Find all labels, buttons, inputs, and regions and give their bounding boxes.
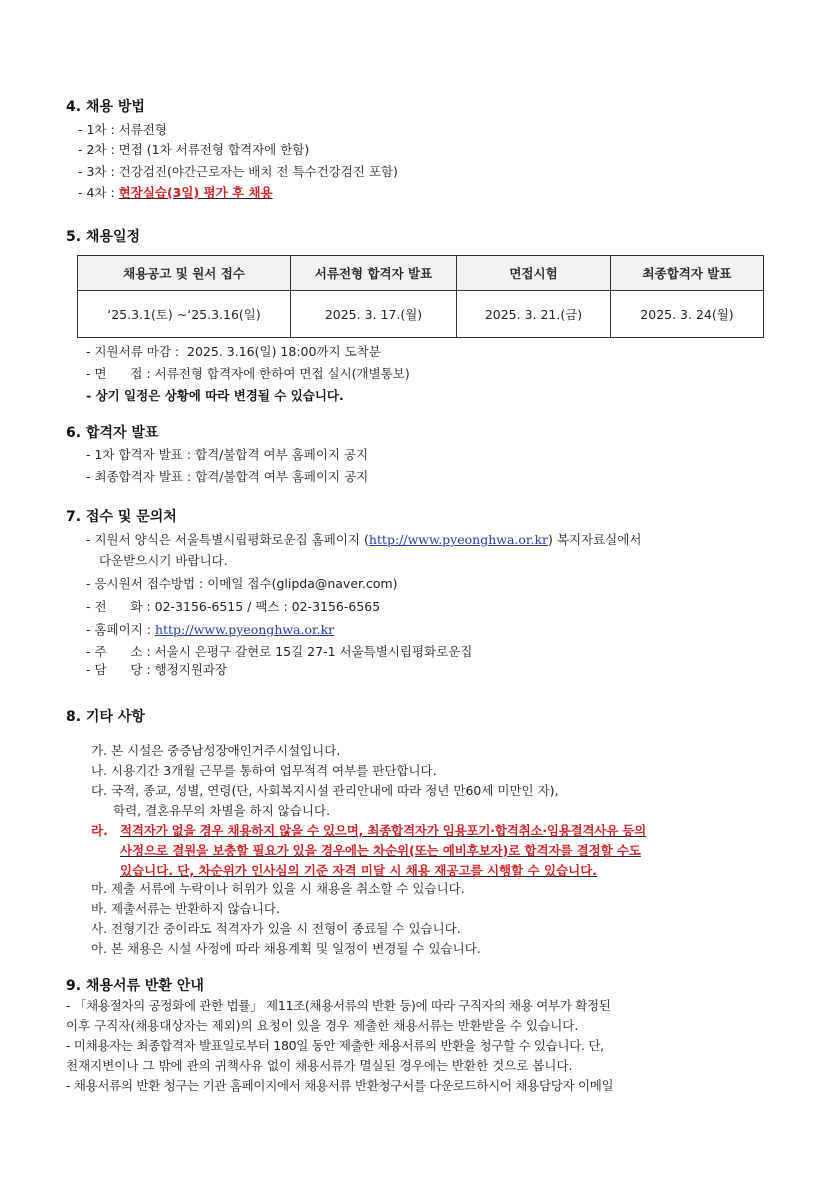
list-item: 가. 본 시설은 중증남성장애인거주시설입니다. — [91, 743, 341, 758]
note: - 지원서류 마감 : 2025. 3.16(일) 18:00까지 도착분 — [86, 344, 381, 359]
list-item: 마. 제출 서류에 누락이나 허위가 있을 시 채용을 취소할 수 있습니다. — [91, 881, 465, 896]
paragraph-line: - 미채용자는 최종합격자 발표일로부터 180일 동안 제출한 채용서류의 반환을 청구할 수 있습니다. 단, — [66, 1038, 604, 1053]
table-cell: 2025. 3. 21.(금) — [457, 291, 611, 338]
homepage-link[interactable]: http://www.pyeonghwa.or.kr — [368, 532, 549, 547]
section-8-title: 8. 기타 사항 — [66, 709, 145, 725]
section-5-title: 5. 채용일정 — [66, 229, 141, 245]
list-item: - 최종합격자 발표 : 합격/불합격 여부 홈페이지 공지 — [86, 469, 369, 484]
emphasis-text: 있습니다. 단, 차순위가 인사심의 기준 자격 미달 시 채용 재공고를 시행할 수 있습니다. — [120, 863, 598, 878]
emphasis-text: 적격자가 없을 경우 채용하지 않을 수 있으며, 최종합격자가 임용포기·합격취소·임용결격사유 등의 — [120, 823, 647, 838]
list-item: - 2차 : 면접 (1차 서류전형 합격자에 한함) — [78, 142, 310, 157]
text: - 지원서 양식은 서울특별시립평화로운집 홈페이지 ( — [86, 532, 369, 547]
section-4-title: 4. 채용 방법 — [66, 99, 145, 115]
emphasis-text: 사정으로 결원을 보충할 필요가 있을 경우에는 차순위(또는 예비후보자)로 합격자를 결정할 수도 — [120, 843, 641, 858]
list-item: 사. 전형기간 중이라도 적격자가 있을 시 전형이 종료될 수 있습니다. — [91, 921, 461, 936]
list-item: 바. 제출서류는 반환하지 않습니다. — [91, 901, 280, 916]
paragraph-line: 천재지변이나 그 밖에 관의 귀책사유 없이 채용서류가 멸실된 경우에는 반환한 것으로 봅니다. — [66, 1058, 573, 1073]
list-item-cont: 다운받으시기 바랍니다. — [99, 553, 228, 568]
paragraph-line: - 「채용절차의 공정화에 관한 법률」 제11조(채용서류의 반환 등)에 따라 구직자의 채용 여부가 확정된 — [66, 998, 611, 1013]
text: - 홈페이지 : — [86, 622, 155, 637]
list-item: - 3차 : 건강검진(야간근로자는 배치 전 특수건강검진 포함) — [78, 164, 398, 179]
section-7-title: 7. 접수 및 문의처 — [66, 509, 177, 525]
list-item — [78, 184, 273, 202]
table-row — [78, 291, 764, 338]
table-header: 서류전형 합격자 발표 — [291, 256, 457, 291]
list-item — [86, 621, 334, 639]
list-item: - 1차 합격자 발표 : 합격/불합격 여부 홈페이지 공지 — [86, 447, 369, 462]
table-cell: ‘25.3.1(토) ~‘25.3.16(일) — [78, 291, 291, 338]
table-header: 면접시험 — [457, 256, 611, 291]
note: - 면 접 : 서류전형 합격자에 한하여 면접 실시(개별통보) — [86, 366, 410, 381]
emphasis-text: 현장실습(3일) 평가 후 채용 — [118, 185, 273, 200]
section-9-title: 9. 채용서류 반환 안내 — [66, 978, 204, 994]
list-item — [86, 531, 641, 549]
section-6-title: 6. 합격자 발표 — [66, 425, 159, 441]
paragraph-line: 이후 구직자(채용대상자는 제외)의 요청이 있을 경우 제출한 채용서류는 반환받을 수 있습니다. — [66, 1018, 579, 1033]
schedule-table — [77, 255, 764, 338]
list-item: 나. 시용기간 3개월 근무를 통하여 업무적격 여부를 판단합니다. — [91, 763, 437, 778]
table-cell: 2025. 3. 24(월) — [611, 291, 764, 338]
paragraph-line: - 채용서류의 반환 청구는 기관 홈페이지에서 채용서류 반환청구서를 다운로드하시어 채용담당자 이메일 — [66, 1078, 614, 1093]
list-item: - 담 당 : 행정지원과장 — [86, 662, 228, 677]
list-item: - 응시원서 접수방법 : 이메일 접수(glipda@naver.com) — [86, 576, 398, 591]
note-bold: - 상기 일정은 상황에 따라 변경될 수 있습니다. — [86, 388, 344, 403]
list-item-cont: 학력, 결혼유무의 차별을 하지 않습니다. — [113, 803, 331, 818]
list-item: - 전 화 : 02-3156-6515 / 팩스 : 02-3156-6565 — [86, 599, 381, 614]
text: ) 복지자료실에서 — [548, 532, 642, 547]
homepage-link[interactable]: http://www.pyeonghwa.or.kr — [154, 622, 335, 637]
list-item: 아. 본 채용은 시설 사정에 따라 채용계획 및 일정이 변경될 수 있습니다. — [91, 941, 481, 956]
table-header: 채용공고 및 원서 접수 — [78, 256, 291, 291]
list-item: - 주 소 : 서울시 은평구 갈현로 15길 27-1 서울특별시립평화로운집 — [86, 644, 473, 659]
list-label: 라. — [91, 823, 108, 838]
list-item: 다. 국적, 종교, 성별, 연령(단, 사회복지시설 관리안내에 따라 정년 만60세 미만인 자), — [91, 783, 559, 798]
item-prefix: - 4차 : — [78, 185, 119, 200]
table-cell: 2025. 3. 17.(월) — [291, 291, 457, 338]
list-item: - 1차 : 서류전형 — [78, 122, 167, 137]
table-header: 최종합격자 발표 — [611, 256, 764, 291]
